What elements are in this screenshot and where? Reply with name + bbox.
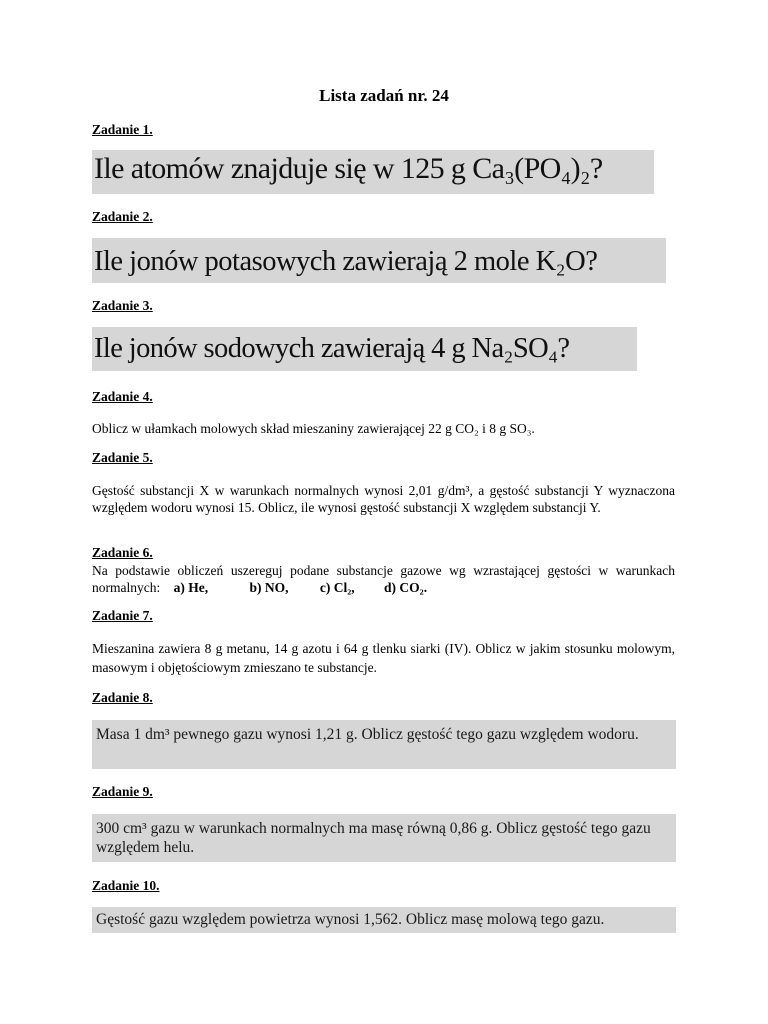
task-10-scan-text: Gęstość gazu względem powietrza wynosi 1,562. Oblicz masę molową tego gazu.: [96, 911, 605, 928]
task-6-option-a: a) He,: [173, 580, 209, 595]
task-6-block: [92, 562, 675, 596]
task-3-scan-text: Ile jonów sodowych zawierają 4 g Na₂SO₄?: [94, 333, 570, 364]
task-7-heading: Zadanie 7.: [92, 608, 153, 623]
task-8-scan: [92, 720, 676, 769]
task-6-option-b: b) NO,: [249, 580, 289, 595]
task-6-text: Na podstawie obliczeń uszereguj podane substancje gazowe wg wzrastającej gęstości w warunkach normalnych:: [92, 563, 675, 595]
task-7-text: Mieszanina zawiera 8 g metanu, 14 g azotu i 64 g tlenku siarki (IV). Oblicz w jakim stosunku molowym, masowym i objętościowym zmieszano te substancje.: [92, 641, 675, 675]
task-9-heading: Zadanie 9.: [92, 784, 153, 799]
page-title: Lista zadań nr. 24: [319, 86, 449, 105]
task-10-heading: Zadanie 10.: [92, 878, 160, 893]
task-5-text: Gęstość substancji X w warunkach normalnych wynosi 2,01 g/dm³, a gęstość substancji Y wyznaczona względem wodoru wynosi 15. Oblicz, ile wynosi gęstość substancji X względem substancji Y.: [92, 483, 675, 515]
task-6-option-c: c) Cl₂,: [319, 580, 355, 595]
task-1-scan-text: Ile atomów znajduje się w 125 g Ca₃(PO₄)₂?: [94, 152, 603, 185]
task-1-scan: [92, 150, 654, 194]
task-6-option-d: d) CO₂.: [384, 580, 428, 595]
task-2-scan: [92, 238, 666, 283]
task-6-heading: Zadanie 6.: [92, 545, 153, 560]
task-5-heading: Zadanie 5.: [92, 450, 153, 465]
task-3-scan: [92, 327, 637, 371]
task-4-text: Oblicz w ułamkach molowych skład mieszaniny zawierającej 22 g CO₂ i 8 g SO₃.: [92, 421, 535, 436]
task-8-scan-text: Masa 1 dm³ pewnego gazu wynosi 1,21 g. Oblicz gęstość tego gazu względem wodoru.: [96, 726, 639, 743]
task-8-heading: Zadanie 8.: [92, 690, 153, 705]
task-10-scan: [92, 907, 676, 933]
task-3-heading: Zadanie 3.: [92, 298, 153, 313]
task-1-heading: Zadanie 1.: [92, 122, 153, 137]
task-2-heading: Zadanie 2.: [92, 209, 153, 224]
task-2-scan-text: Ile jonów potasowych zawierają 2 mole K₂O?: [94, 246, 598, 277]
task-9-scan: [92, 814, 676, 862]
task-9-scan-text: 300 cm³ gazu w warunkach normalnych ma masę równą 0,86 g. Oblicz gęstość tego gazu względem helu.: [96, 820, 651, 856]
task-4-heading: Zadanie 4.: [92, 389, 153, 404]
